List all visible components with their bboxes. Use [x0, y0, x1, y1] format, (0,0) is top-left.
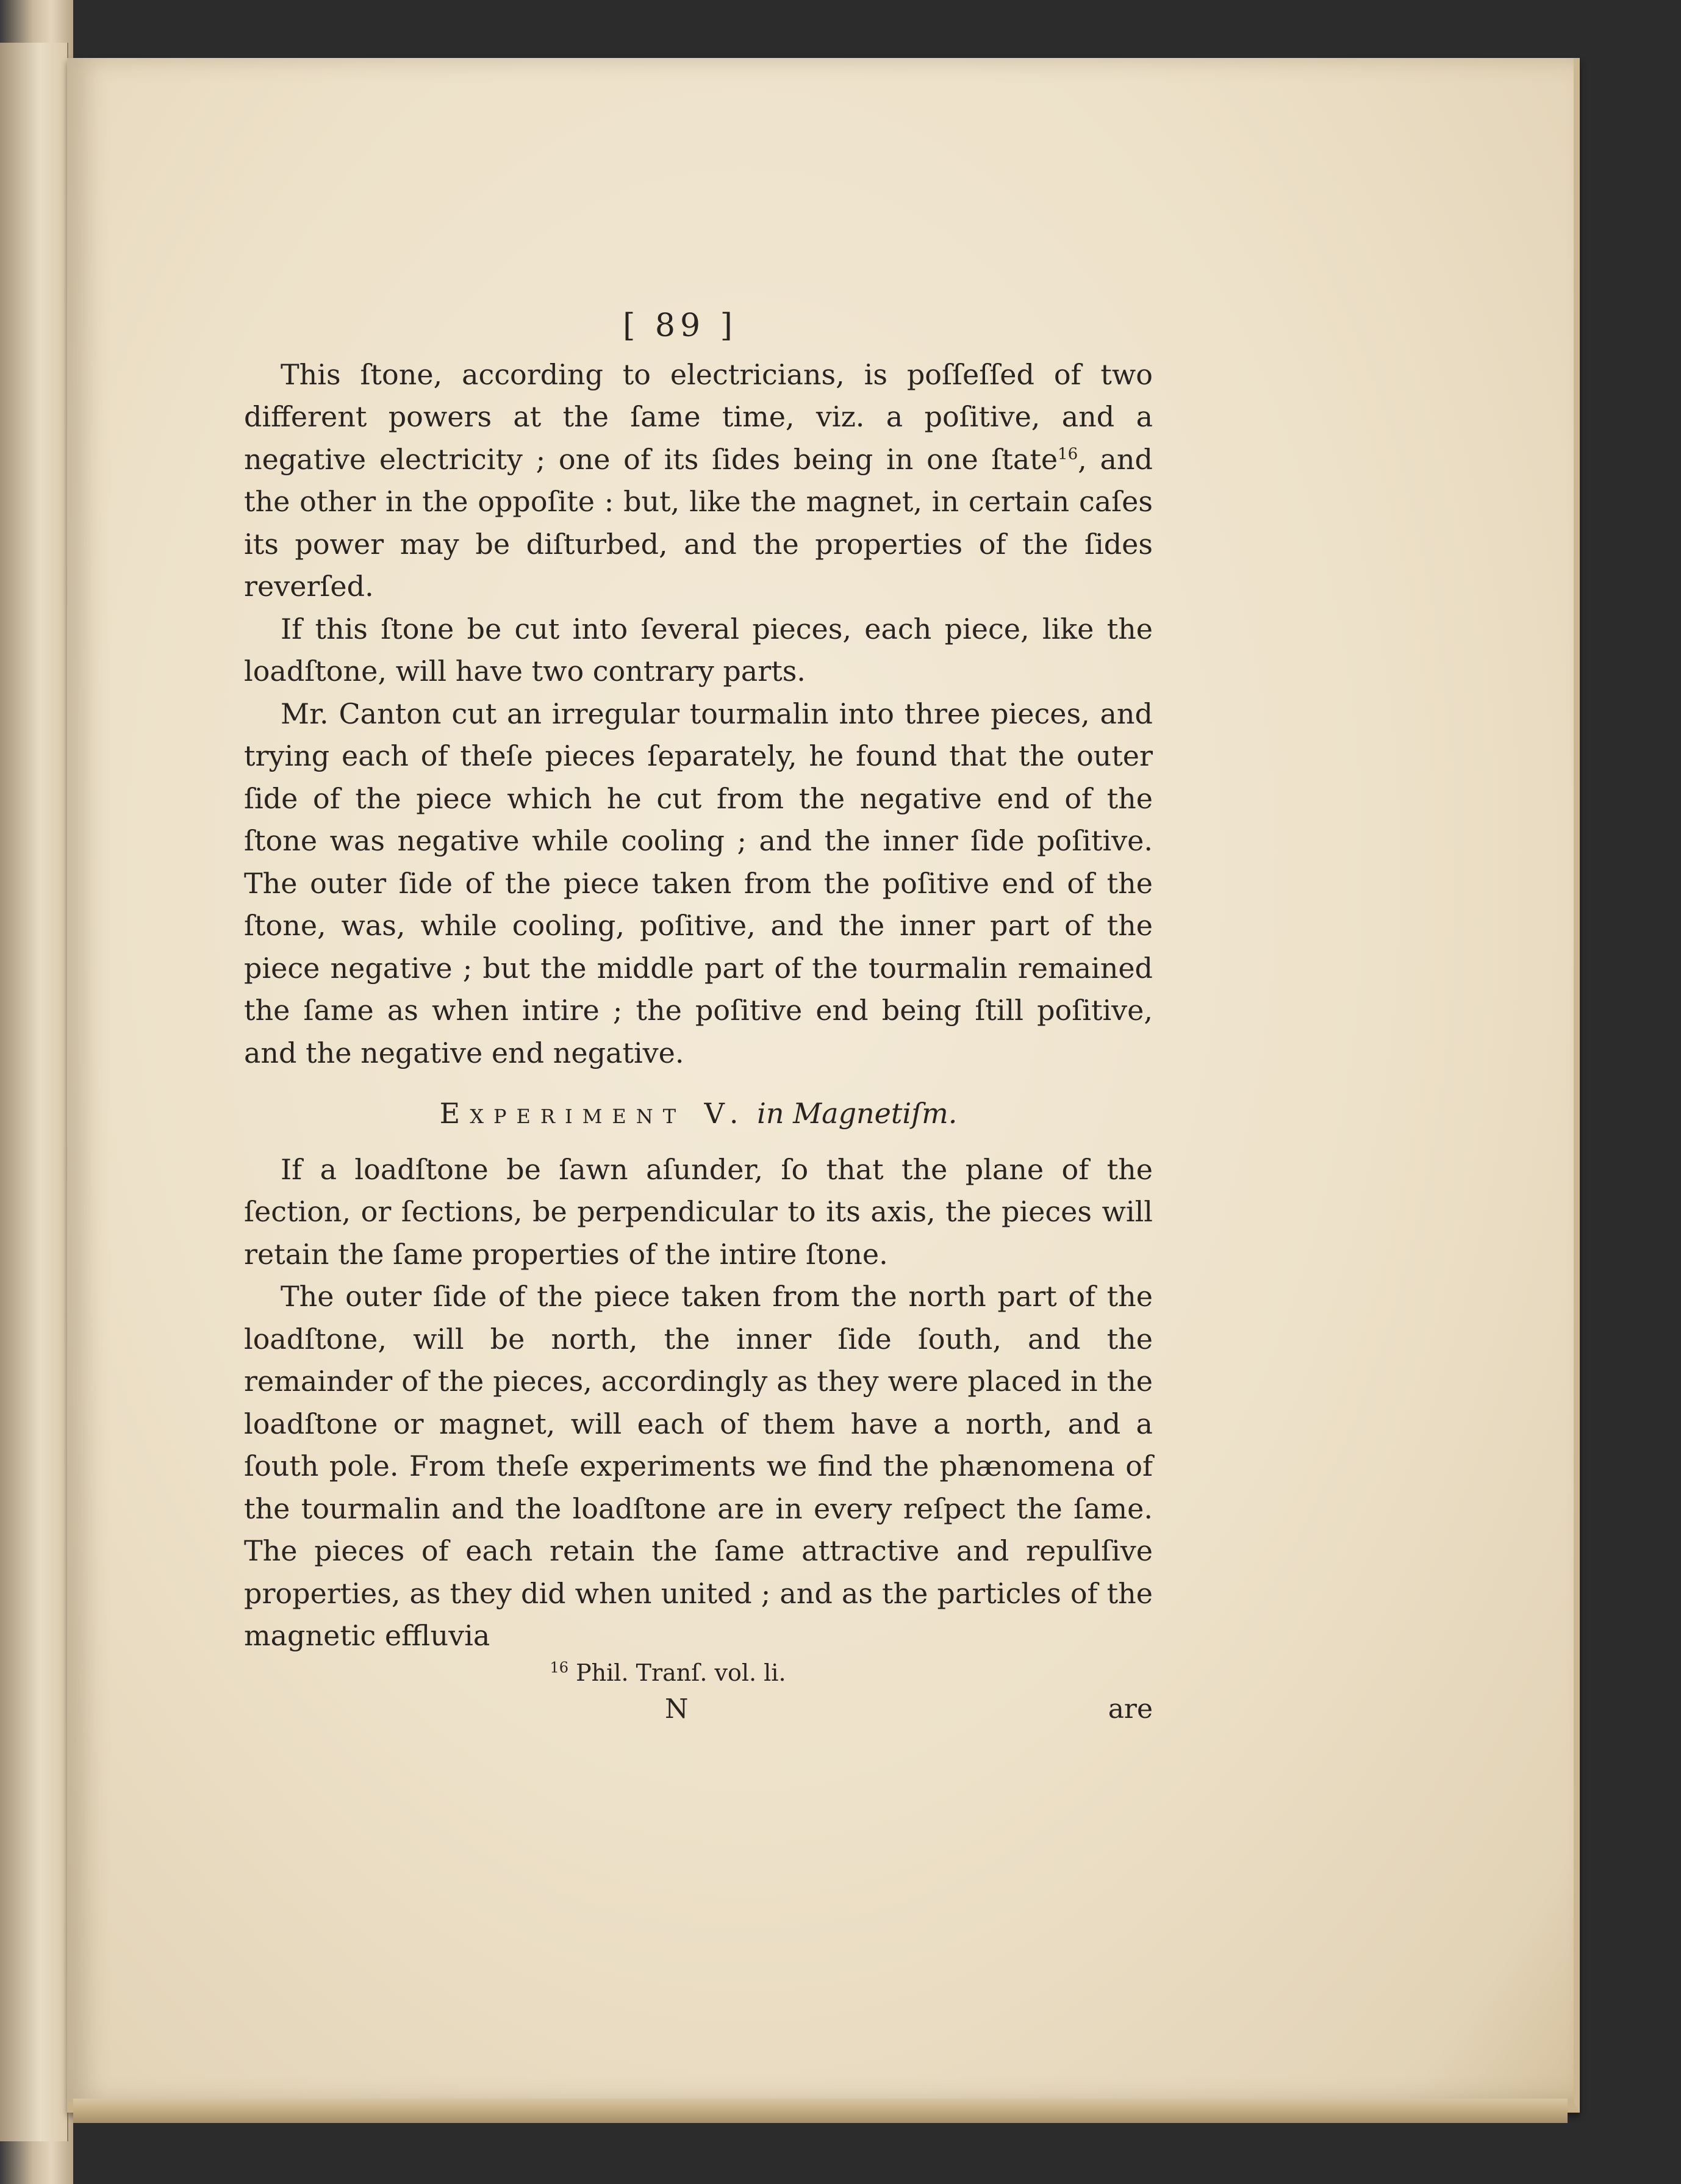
page-foot — [244, 1688, 1153, 1725]
paragraph-tourmalin-powers: This ſtone, according to electricians, is poſſeſſed of two different powers at the ſame time, viz. a poſitive, and a negative electricity ; one of its ſides being in one ſtate$^{16}$, and the other in the oppoſite : but, like the magnet, in certain caſes its power may be diſturbed, and the properties of the ſides reverſed. — [244, 357, 1153, 603]
footnote — [244, 1658, 1153, 1688]
page-number: [ 89 ] — [623, 307, 737, 344]
heading-subject: in Magnetiſm. — [757, 1097, 958, 1130]
paragraph-canton-experiment: Mr. Canton cut an irregular tourmalin into three pieces, and trying each of theſe pieces ſeparately, he found that the outer ſide of the piece which he cut from the negative end of the ſtone was negative while cooling ; and the inner ſide poſitive. The outer ſide of the piece taken from the poſitive end of the ſtone, was, while cooling, poſitive, and the inner part of the piece negative ; but the middle part of the tourmalin remained the ſame as when intire ; the poſitive end being ſtill poſitive, and the negative end negative. — [244, 697, 1153, 1069]
paragraph-cut-pieces: If this ſtone be cut into ſeveral pieces, each piece, like the loadſtone, will have two contrary parts. — [244, 612, 1153, 688]
footnote-reference: 16 — [1058, 445, 1078, 464]
paragraph-loadstone-poles: The outer ſide of the piece taken from the north part of the loadſtone, will be north, the inner ſide ſouth, and the remainder of the pieces, accordingly as they were placed in the loadſtone or magnet, will each of them have a north, and a ſouth pole. From theſe experiments we find the phænomena of the tourmalin and the loadſtone are in every reſpect the ſame. The pieces of each retain the ſame attractive and repulſive properties, as they did when united ; and as the particles of the magnetic effluvia — [244, 1280, 1153, 1652]
footnote-marker: 16 — [550, 1658, 569, 1676]
signature-mark: N — [665, 1693, 689, 1725]
catchword: are — [1108, 1693, 1153, 1725]
page-text — [244, 305, 1153, 1725]
page-stack-edge — [73, 2099, 1568, 2123]
facing-page-edge — [0, 43, 68, 2141]
footnote-text: Phil. Tranſ. vol. li. — [576, 1659, 786, 1686]
paragraph-loadstone-sawn: If a loadſtone be ſawn aſunder, ſo that the plane of the ſection, or ſections, be perpendicular to its axis, the pieces will retain the ſame properties of the intire ſtone. — [244, 1152, 1153, 1271]
section-heading — [244, 1093, 1153, 1135]
heading-label: Experiment V. — [439, 1097, 748, 1130]
